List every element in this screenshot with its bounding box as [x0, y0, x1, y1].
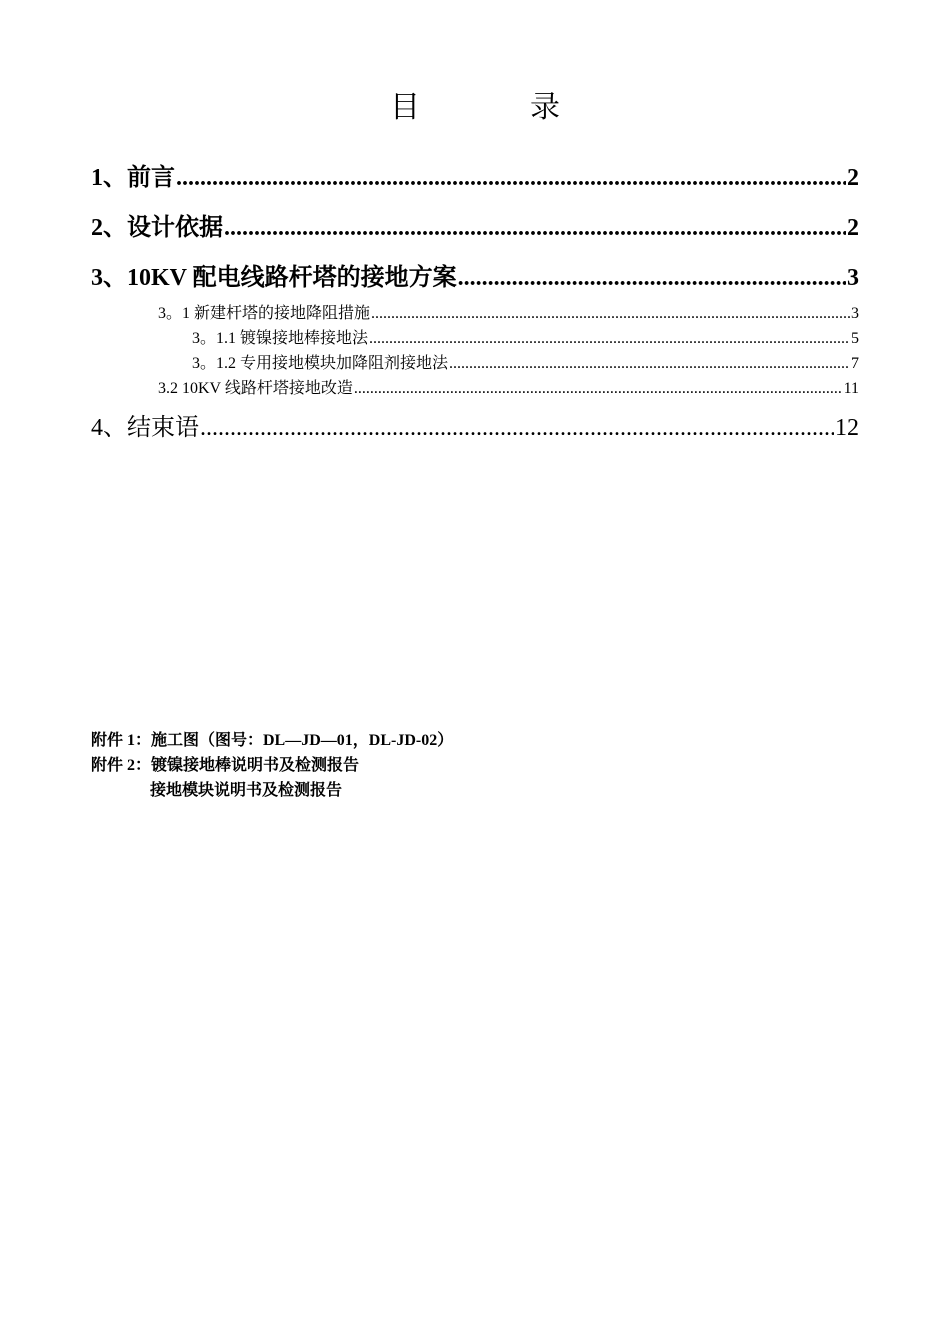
toc-leader [354, 380, 843, 398]
toc-entry-label: 3.2 10KV 线路杆塔接地改造 [158, 380, 353, 397]
toc-leader [176, 165, 846, 192]
toc-title [0, 82, 950, 126]
toc-leader [224, 215, 846, 242]
toc-entry-label: 3。1.1 镀镍接地棒接地法 [192, 330, 369, 347]
toc-title-right: 录 [530, 91, 560, 124]
toc-leader [369, 330, 850, 348]
toc-entry-label: 3。1.2 专用接地模块加降阻剂接地法 [192, 355, 449, 372]
toc-entry-1[interactable] [91, 157, 859, 192]
toc-entry-label: 3。1 新建杆塔的接地降阻措施 [158, 305, 371, 322]
toc-entry-label: 2、设计依据 [91, 215, 223, 241]
toc-leader [371, 305, 850, 323]
toc-leader [200, 415, 834, 442]
toc-entry-3-1-2[interactable] [192, 350, 859, 373]
toc-title-left: 目 [390, 91, 420, 124]
toc-entry-3-2[interactable] [158, 375, 859, 398]
toc-entry-page: 2 [847, 215, 859, 241]
toc-entry-page: 12 [835, 415, 859, 441]
toc-entry-page: 2 [847, 165, 859, 191]
toc-entry-3-1[interactable] [158, 300, 859, 323]
toc-entry-page: 5 [851, 330, 859, 347]
toc-entry-page: 3 [847, 265, 859, 291]
attachment-2-continued: 接地模块说明书及检测报告 [150, 782, 343, 799]
toc-entry-label: 3、10KV 配电线路杆塔的接地方案 [91, 265, 457, 291]
toc-leader [449, 355, 850, 373]
toc-entry-3-1-1[interactable] [192, 325, 859, 348]
toc-entry-3[interactable] [91, 257, 859, 292]
attachment-2: 附件 2：镀镍接地棒说明书及检测报告 [91, 757, 360, 774]
toc-entry-page: 3 [851, 305, 859, 322]
toc-leader [458, 265, 846, 292]
toc-entry-4[interactable] [91, 407, 859, 442]
toc-entry-label: 4、结束语 [91, 415, 199, 441]
toc-entry-label: 1、前言 [91, 165, 175, 191]
toc-entry-page: 11 [843, 380, 859, 397]
toc-entry-page: 7 [851, 355, 859, 372]
toc-entry-2[interactable] [91, 207, 859, 242]
attachment-1: 附件 1：施工图（图号：DL—JD—01，DL-JD-02） [91, 732, 454, 749]
